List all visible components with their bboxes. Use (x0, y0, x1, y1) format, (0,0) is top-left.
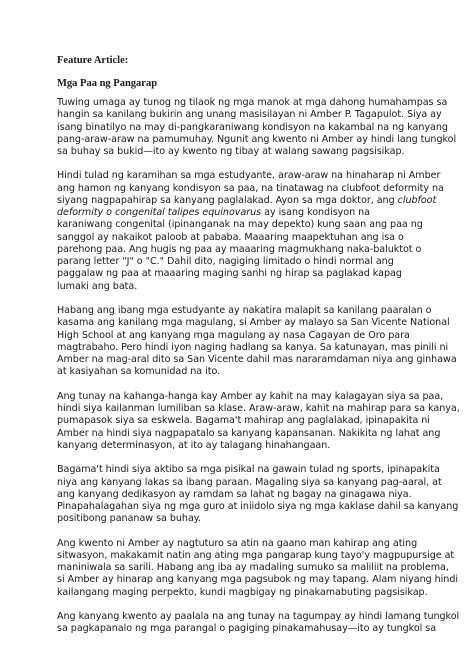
text-line: si Amber ay hinarap ang kanyang mga pagsubok ng may tapang. Alam niyang hindi (57, 574, 458, 586)
paragraph-1 (57, 97, 457, 158)
text-line: sanggol ay nakaikot paloob at pababa. Maaaring maapektuhan ang isa o (57, 231, 404, 243)
text-line: karaniwang congenital (ipinanganak na may depekto) kung saan ang paa ng (57, 219, 423, 231)
text-line: lumaki ang bata. (57, 280, 138, 292)
paragraph-3 (57, 305, 457, 379)
text-line: positibong pananaw sa buhay. (57, 513, 202, 525)
text-line: sa pagkapanalo ng mga parangal o pagiging pinakamahusay—ito ay tungkol sa (57, 623, 437, 635)
text-line: hangin sa kanilang bukirin ang unang masisilayan ni Amber P. Tagapulot. Siya ay (57, 109, 442, 121)
text-line: kasama ang kanilang mga magulang, si Amber ay malayo sa San Vicente National (57, 317, 450, 329)
text-segment: siyang nagpapahirap sa kanyang paglalakad. Ayon sa mga doktor, ang (57, 194, 398, 206)
text-line: at kasiyahan sa komunidad na ito. (57, 366, 221, 378)
text-line: Ang tunay na kahanga-hanga kay Amber ay kahit na may kalagayan siya sa paa, (57, 390, 444, 402)
text-segment: ay isang kondisyon na (261, 207, 370, 219)
text-line: isang binatilyo na may di-pangkaraniwang kondisyon na kakambal na ng kanyang (57, 121, 448, 133)
text-line: sa buhay sa bukid—ito ay kwento ng tibay at walang sawang pagsisikap. (57, 146, 405, 157)
text-line: High School at ang kanyang mga magulang ay nasa Cagayan de Oro para (57, 329, 410, 341)
text-line: Amber na hindi siya nagpapatalo sa kanyang kapansanan. Nakikita ng lahat ang (57, 427, 441, 439)
paragraph-5 (57, 464, 459, 525)
text-line: sitwasyon, makakamit natin ang ating mga pangarap kung tayo'y magpupursige at (57, 549, 455, 561)
text-line: magtrabaho. Pero hindi iyon naging hadlang sa kanya. Sa katunayan, mas pinili ni (57, 341, 449, 353)
italic-term: deformity o congenital talipes equinovarus (57, 207, 262, 219)
text-line: parehong paa. Ang hugis ng paa ay maaaring magmukhang naka-baluktot o (57, 243, 422, 255)
article-body (57, 97, 460, 648)
text-line: parang letter "J" o "C." Dahil dito, nagiging limitado o hindi normal ang (57, 256, 394, 268)
text-line: Pinapahalagahan siya ng mga guro at iniidolo siya ng mga kaklase dahil sa kanyang (57, 501, 459, 512)
article-title: Mga Paa ng Pangarap (57, 78, 158, 89)
text-line: kanyang determinasyon, at ito ay talagang hinahangaan. (57, 439, 331, 451)
text-line: Hindi tulad ng karamihan sa mga estudyante, araw-araw na hinaharap ni Amber (57, 170, 441, 182)
text-line: pumapasok siya sa eskwela. Bagama't mahirap ang paglalakad, ipinapakita ni (57, 415, 430, 427)
text-line: maniniwala sa sarili. Habang ang iba ay madaling sumuko sa maliliit na problema, (57, 562, 449, 574)
text-line: Ang kanyang kwento ay paalala na ang tunay na tagumpay ay hindi lamang tungkol (57, 611, 460, 623)
text-line: kailangang maging perpekto, kundi magbigay ng pinakamabuting pagsisikap. (57, 586, 428, 598)
text-line: Amber na mag-aral dito sa San Vicente dahil mas nararamdaman niya ang ginhawa (57, 354, 457, 366)
text-line: Bagama't hindi siya aktibo sa mga pisikal na gawain tulad ng sports, ipinapakita (57, 464, 440, 476)
text-line (57, 207, 446, 219)
text-line: ang kanyang dedikasyon ay ramdam sa lahat ng bagay na ginagawa niya. (57, 488, 412, 500)
text-line: Habang ang ibang mga estudyante ay nakatira malapit sa kanilang paaralan o (57, 305, 432, 317)
text-line: ang hamon ng kanyang kondisyon sa paa, na tinatawag na clubfoot deformity na (57, 182, 444, 194)
text-line: pang-araw-araw na pamumuhay. Ngunit ang kwento ni Amber ay hindi lang tungkol (57, 133, 457, 145)
article-kicker: Feature Article: (57, 55, 129, 66)
italic-term: clubfoot (397, 194, 437, 206)
paragraph-6 (57, 537, 458, 599)
paragraph-4 (57, 390, 460, 452)
text-line (57, 195, 446, 207)
text-line: Tuwing umaga ay tunog ng tilaok ng mga manok at mga dahong humahampas sa (57, 97, 448, 108)
text-line: Ang kwento ni Amber ay nagtuturo sa atin na gaano man kahirap ang ating (57, 537, 418, 549)
text-line: niya ang kanyang lakas sa ibang paraan. Magaling siya sa kanyang pag-aaral, at (57, 476, 442, 488)
text-line: hindi siya kailanman lumiliban sa klase. Araw-araw, kahit na mahirap para sa kanya, (57, 403, 460, 415)
text-line: paggalaw ng paa at maaaring maging sanhi ng hirap sa paglakad kapag (57, 268, 402, 280)
paragraph-2 (57, 170, 446, 293)
